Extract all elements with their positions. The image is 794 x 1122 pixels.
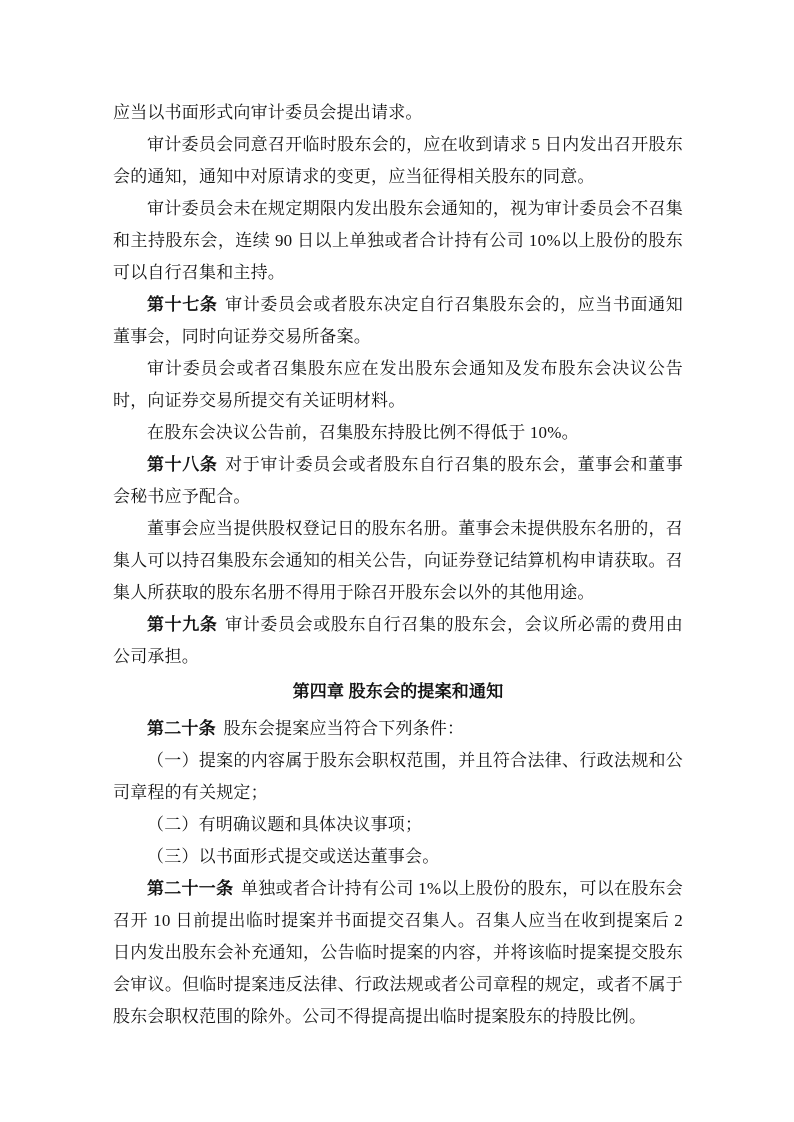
article-paragraph: 第十七条 审计委员会或者股东决定自行召集股东会的，应当书面通知董事会，同时向证券交易所备案。: [113, 295, 683, 346]
body-paragraph: 审计委员会同意召开临时股东会的，应在收到请求 5 日内发出召开股东会的通知，通知中对原请求的变更，应当征得相关股东的同意。: [113, 135, 683, 186]
body-paragraph: 应当以书面形式向审计委员会提出请求。: [113, 103, 423, 122]
article-number: 第十七条: [147, 295, 218, 314]
body-paragraph: 董事会应当提供股权登记日的股东名册。董事会未提供股东名册的，召集人可以持召集股东会通知的相关公告，向证券登记结算机构申请获取。召集人所获取的股东名册不得用于除召开股东会以外的其他用途。: [113, 519, 683, 602]
body-paragraph: 审计委员会或者召集股东应在发出股东会通知及发布股东会决议公告时，向证券交易所提交有关证明材料。: [113, 359, 683, 410]
article-paragraph: 第二十一条 单独或者合计持有公司 1%以上股份的股东，可以在股东会召开 10 日前提出临时提案并书面提交召集人。召集人应当在收到提案后 2 日内发出股东会补充通知，公告临时提案的内容，并将该临时提案提交股东会审议。但临时提案违反法律、行政法规或者公司章程的规定，或者不属于股东会职权范围的除外。公司不得提高提出临时提案股东的持股比例。: [113, 879, 684, 1026]
body-paragraph: （二）有明确议题和具体决议事项；: [147, 815, 423, 834]
article-paragraph: 第十九条 审计委员会或股东自行召集的股东会，会议所必需的费用由公司承担。: [113, 615, 683, 666]
body-paragraph: （一）提案的内容属于股东会职权范围，并且符合法律、行政法规和公司章程的有关规定；: [113, 751, 683, 802]
body-paragraph: 在股东会决议公告前，召集股东持股比例不得低于 10%。: [147, 423, 579, 442]
article-paragraph: 第二十条 股东会提案应当符合下列条件：: [147, 719, 465, 738]
body-paragraph: 审计委员会未在规定期限内发出股东会通知的，视为审计委员会不召集和主持股东会，连续 90 日以上单独或者合计持有公司 10%以上股份的股东可以自行召集和主持。: [113, 199, 683, 282]
chapter-heading: 第四章 股东会的提案和通知: [292, 682, 504, 701]
body-paragraph: （三）以书面形式提交或送达董事会。: [147, 847, 440, 866]
article-paragraph: 第十八条 对于审计委员会或者股东自行召集的股东会，董事会和董事会秘书应予配合。: [113, 455, 683, 506]
article-number: 第十九条: [147, 615, 218, 634]
article-number: 第十八条: [147, 455, 218, 474]
document-text-block: [113, 97, 683, 1033]
article-number: 第二十条: [147, 719, 216, 738]
article-number: 第二十一条: [147, 879, 234, 898]
